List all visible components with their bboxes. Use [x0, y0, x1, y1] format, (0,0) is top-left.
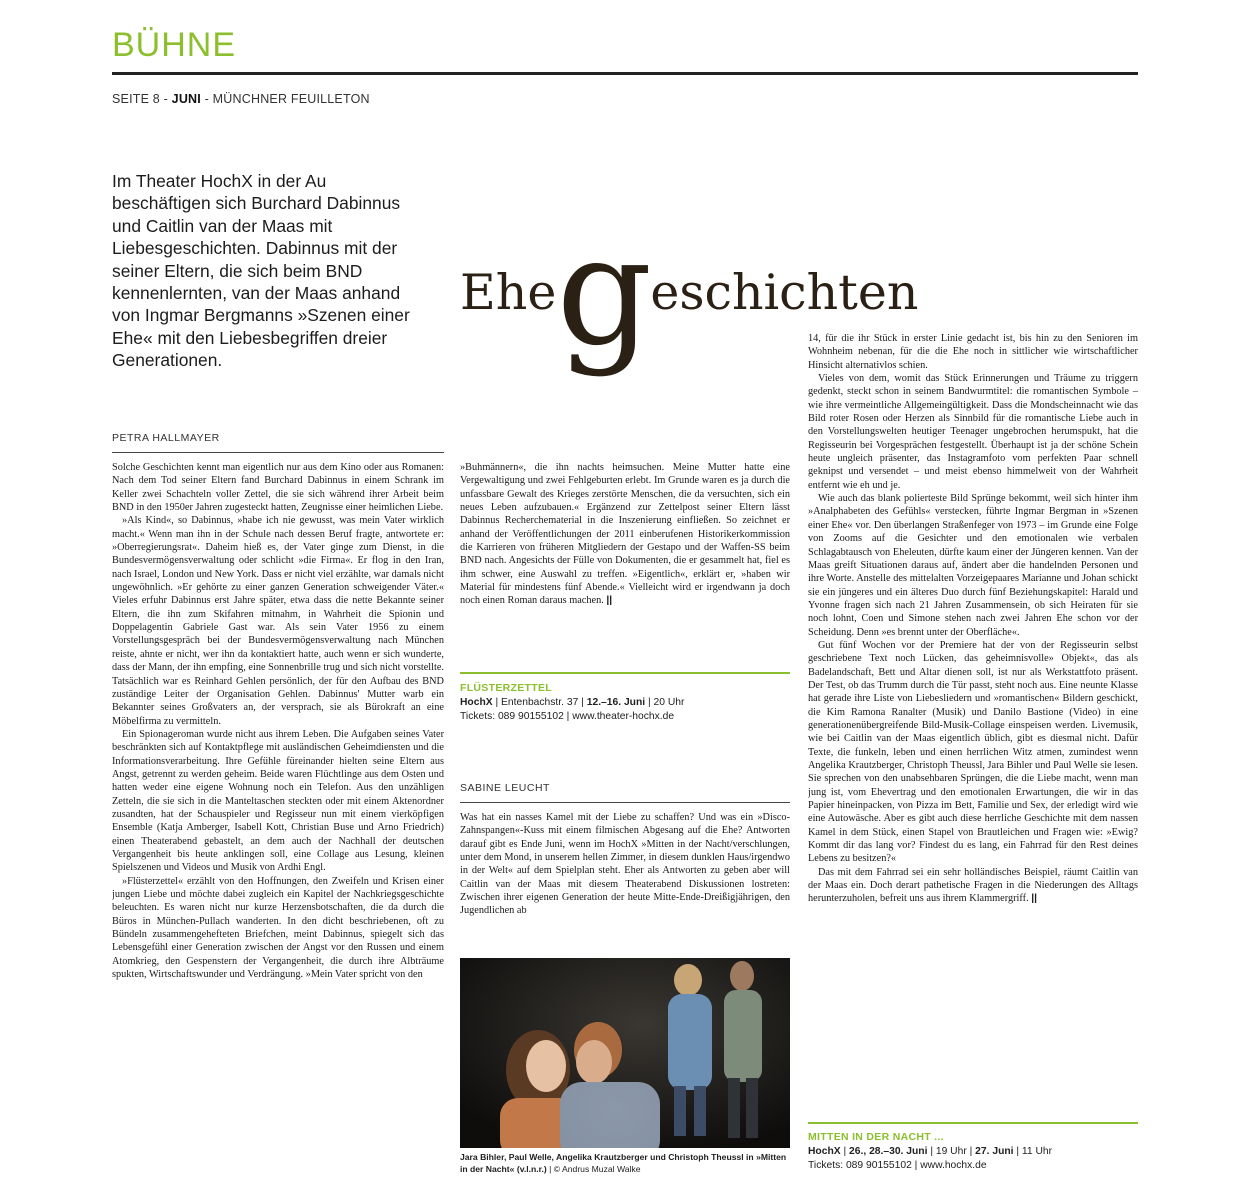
article2-paragraph: 14, für die ihr Stück in erster Linie gedacht ist, bis hin zu den Senioren im Wohnheim nebenan, für die die Ehe noch in sittlicher wie wirtschaftlicher Hinsicht alternativlos schien. [808, 333, 1138, 371]
stage-photo [460, 958, 790, 1148]
article2-column2 [460, 811, 790, 951]
headline-post: eschichten [650, 264, 919, 321]
article2-info-dates1: 26., 28.–30. Juni [849, 1146, 928, 1157]
article2-paragraph: Vieles von dem, womit das Stück Erinnerungen und Träume zu triggern gedenkt, steckt schon in seinem Bandwurmtitel: die romantischen Symbole – wie ihre vermeintliche Allgemeingültigkeit. Dass die Mondscheinnacht wie das Bild roter Rosen oder Herzen als Sinnbild für die romantische Liebe auch in den Vorstellungswelten heutiger Teenager ungebrochen herumspukt, hat die Regisseurin bei Vorgesprächen festgestellt. Überhaupt ist ja der schöne Schein heute ungleich präsenter, das Instagramfoto vom perfekten Paar schnell geknipst und versendet – und meist ebenso himmelweit von der Wahrheit entfernt wie eh und je. [808, 373, 1138, 491]
header-rule [112, 72, 1138, 75]
article2-info-tickets: Tickets: 089 90155102 [808, 1160, 912, 1171]
article1-end-mark: || [606, 595, 613, 607]
article1-paragraph: Ein Spionageroman wurde nicht aus ihrem Leben. Die Aufgaben seines Vater beschränkten sich auf Kontaktpflege mit ausländischen Geheimdiensten und die Informationsverarbeitung. Ihre Gefühle füreinander hielten seine Eltern aus Angst, getrennt zu werden geheim. Beide waren Flüchtlinge aus dem Osten und hatten weder eine eigene Wohnung noch ein Telefon. Aus den unzähligen Zetteln, die sie sich in die Manteltaschen steckten oder mit einem Aktenordner zusandten, hat der Schauspieler und Regisseur nun mit einem vierköpfigen Ensemble (Katja Amberger, Isabell Kott, Christian Buse und Arno Friedrich) einen Theaterabend gebastelt, an dem auch der Nachhall der deutschen Vergangenheit bis heute anklingen soll, eine Collage aus Lesung, kleinen Spielszenen und Videos und Musik von Ardhi Engl. [112, 728, 444, 874]
article2-column3 [808, 332, 1138, 1107]
section-title: BÜHNE [112, 26, 237, 64]
article2-info-web[interactable]: www.hochx.de [920, 1160, 987, 1171]
article1-info-dates: 12.–16. Juni [586, 697, 646, 708]
article1-info-venue-line: HochX | Entenbachstr. 37 | 12.–16. Juni | 20 Uhr [460, 697, 685, 708]
article1-info-ticket-line: Tickets: 089 90155102 | www.theater-hochx.de [460, 711, 675, 722]
article1-info-rule [460, 672, 790, 674]
article2-paragraph [808, 866, 1138, 906]
article2-info-venue-line: HochX | 26., 28.–30. Juni | 19 Uhr | 27. Juni | 11 Uhr [808, 1146, 1053, 1157]
article2-paragraph-text: Das mit dem Fahrrad sei ein sehr holländisches Beispiel, räumt Caitlin van der Maas ein. Doch derart pathetische Fragen in die Niederungen des Alltags herunterzuholen, befreit uns aus ihrem Klammergriff. [808, 866, 1138, 905]
article1-column2 [460, 461, 790, 661]
photo-caption: Jara Bihler, Paul Welle, Angelika Krautzberger und Christoph Theussl in »Mitten in der Nacht« (v.l.n.r.) | © Andrus Muzal Walke [460, 1152, 787, 1174]
publication-name: MÜNCHNER FEUILLETON [212, 92, 370, 106]
stage-photo-image [460, 958, 790, 1148]
article2-info-venue: HochX [808, 1146, 841, 1157]
article2-paragraph: Gut fünf Wochen vor der Premiere hat der von der Regisseurin selbst geschriebene Text noch Lücken, das geheimnisvolle» Objekt«, das als Badelandschaft, Bett und Altar dienen soll, ist nur als Werkstattfoto präsent. Der Test, ob das Trumm durch die Tür passt, steht noch aus. Eine neunte Klasse hat gerade ihre Liste von Liebesliedern und »romantischen« Bildern geschickt, die Kim Ramona Ranalter (Musik) und Danilo Bastione (Video) in eine generationenübergreifende Bild-Musik-Collage einspeisen werden. Livemusik, wie bei Caitlin van der Maas eigentlich üblich, gibt es diesmal nicht. Dafür Texte, die funkeln, leben und einen herrlichen Witz atmen, zumindest wenn Angelika Krautzberger, Christoph Theussl, Jara Bihler und Paul Welle sie lesen. Sie sprechen von den unabsehbaren Sprüngen, die die Liebe macht, wenn man jung ist, vom Ehevertrag und den emotionalen Erwartungen, die wir in das Papier hineinpacken, von Pizza im Bett, Familie und Sex, der erledigt wird wie eine Autowäsche. Aber es gibt auch diese herrliche Geschichte mit dem nassen Kamel in dem Stück, einen Stapel von Brautleichen und Fragen wie: »Ewig? Kommt dir das lang vor? Findest du es lang, ein Fahrrad für den Rest deines Lebens zu besitzen?« [808, 639, 1138, 865]
intro-teaser: Im Theater HochX in der Au beschäftigen sich Burchard Dabinnus und Caitlin van der Maas mit Liebesgeschichten. Dabinnus mit der seiner Eltern, die sich beim BND kennenlernten, van der Maas anhand von Ingmar Bergmanns »Szenen einer Ehe« mit den Liebesbegriffen dreier Generationen. [112, 171, 410, 371]
article2-author: SABINE LEUCHT [460, 782, 550, 794]
article1-info-web[interactable]: www.theater-hochx.de [572, 711, 675, 722]
article2-author-rule [460, 802, 790, 803]
article2-info-rule [808, 1122, 1138, 1124]
photo-credit: © Andrus Muzal Walke [553, 1163, 641, 1174]
article2-info-time1: 19 Uhr [935, 1146, 967, 1157]
article2-paragraph: Was hat ein nasses Kamel mit der Liebe zu schaffen? Und was ein »Disco-Zahnspangen«-Kuss mit einem filmischen Abgesang auf die Ehe? Antworten darauf gibt es Ende Juni, wenn im HochX »Mitten in der Nacht/verschlungen, unter dem Mond, in unserem hellen Zimmer, in diesem dunklen Haus/irgendwo in der Welt« auf dem Spielplan steht. Eher als Antworten zu geben aber will Caitlin van der Maas mit diesem Theaterabend Diskussionen lostreten: Zwischen ihrer eigenen Generation der heute Mitte-Ende-Dreißigjährigen, den Jugendlichen ab [460, 812, 790, 917]
article1-info-venue: HochX [460, 697, 493, 708]
page-number: SEITE 8 [112, 92, 160, 106]
article1-info-address: Entenbachstr. 37 [501, 697, 579, 708]
issue-month: JUNI [171, 92, 201, 106]
article2-end-mark: || [1031, 893, 1037, 905]
article1-info-title: FLÜSTERZETTEL [460, 682, 552, 694]
article1-info-tickets: Tickets: 089 90155102 [460, 711, 564, 722]
headline-initial: g [556, 205, 651, 379]
article1-author: PETRA HALLMAYER [112, 432, 220, 444]
article2-info-dates2: 27. Juni [975, 1146, 1014, 1157]
article1-paragraph-text: »Buhmännern«, die ihn nachts heimsuchen. Meine Mutter hatte eine Vergewaltigung und zwei Fehlgeburten erlebt. Im Grunde waren es ja durch die unfassbare Gewalt des Krieges zerstörte Menschen, die da versuchten, sich ein neues Leben aufzubauen.« Ergänzend zur Zettelpost seiner Eltern lässt Dabinnus Recherchematerial in die Inszenierung einfließen. So zeichnet er anhand der Veröffentlichungen der 2011 einberufenen Historikerkommission die Karrieren von früheren Mitgliedern der Gestapo und der Waffen-SS beim BND nach. Angesichts der Fülle von Dokumenten, die er gesammelt hat, fiel es ihm schwer, eine Auswahl zu treffen. »Eigentlich«, erklärt er, »haben wir Material für mindestens fünf Abende.« Vielleicht wird er irgendwann ja doch noch einen Roman daraus machen. [460, 462, 790, 607]
article1-paragraph [460, 461, 790, 608]
headline-pre: Ehe [460, 264, 557, 321]
article1-paragraph: »Als Kind«, so Dabinnus, »habe ich nie gewusst, was mein Vater wirklich macht.« Wenn man ihn in der Schule nach dessen Beruf fragte, antwortete er: »Oberregierungsrat«. Daheim hieß es, der Vater ginge zum Dienst, in die Bundesvermögensverwaltung oder schlicht »die Firma«. Er flog in den Iran, nach Israel, London und New York. Dass er nicht viel erzählte, war damals nicht ungewöhnlich. »Er gehörte zu einer ganzen Generation schweigender Väter.« Vieles erfuhr Dabinnus erst Jahre später, etwa dass die nette Bekannte seiner Eltern, die ihn zum Skifahren mitnahm, in Wahrheit die Spionin und Doppelagentin Gabriele Gast war. Als sein Vater 1956 zu einem Vorstellungsgespräch bei der Bundesvermögensverwaltung nach München reiste, ahnte er nicht, wer ihn da kontaktiert hatte, auch wenn er sich wunderte, dass der Mann, der ihn empfing, eine Sonnenbrille trug und sich nicht vorstellte. Tatsächlich war es Reinhard Gehlen persönlich, der für den Aufbau des BND zuständige Leiter der Organisation Gehlen. Dabinnus' Mutter warb ein Bekannter seines Großvaters an, der versprach, sie als Bürokraft an eine Möbelfirma zu vermitteln. [112, 515, 444, 727]
photo-caption-names: Jara Bihler, Paul Welle, Angelika Krautzberger und Christoph Theussl in »Mitten in der Nacht« (v.l.n.r.) [460, 1152, 787, 1174]
article1-author-rule [112, 452, 444, 453]
article2-info-ticket-line: Tickets: 089 90155102 | www.hochx.de [808, 1160, 987, 1171]
article2-info-time2: 11 Uhr [1021, 1146, 1053, 1157]
article1-info-time: 20 Uhr [653, 697, 685, 708]
folio-line: SEITE 8 - JUNI - MÜNCHNER FEUILLETON [112, 92, 370, 106]
article1-column1 [112, 461, 444, 1181]
article1-paragraph: Solche Geschichten kennt man eigentlich nur aus dem Kino oder aus Romanen: Nach dem Tod seiner Eltern fand Burchard Dabinnus in einem Schrank im Keller zwei Schachteln voller Zettel, die sie sich während ihrer Arbeit beim BND in den 1950er Jahren zugesteckt hatten, Zeugnisse einer heimlichen Liebe. [112, 462, 444, 514]
article1-paragraph: »Flüsterzettel« erzählt von den Hoffnungen, den Zweifeln und Krisen einer jungen Liebe und möchte dabei zugleich ein Kapitel der Nachkriegsgeschichte beleuchten. Es waren nicht nur kurze Herzensbotschaften, die da durch die Büros in München-Pullach wanderten. In den dicht beschriebenen, oft zu Bündeln zusammengehefteten Briefchen, meint Dabinnus, spiegelt sich das Lebensgefühl einer Generation zwischen der Angst vor den Russen und einem Atomkrieg, den Gespenstern der Vergangenheit, die durch ihre Albträume spukten, Wirtschaftswunder und Verdrängung. »Mein Vater spricht von den [112, 875, 444, 981]
article2-info-title: MITTEN IN DER NACHT ... [808, 1131, 944, 1143]
article2-paragraph: Wie auch das blank polierteste Bild Sprünge bekommt, weil sich hinter ihm »Analphabeten des Gefühls« verstecken, führte Ingmar Bergman in »Szenen einer Ehe« vor. Den überlangen Straßenfeger von 1973 – im Grunde eine Folge von Zooms auf die Gesichter und den emotionalen wie verbalen Schlagabtausch von Eheleuten, dürfte kaum einer der Jüngeren kennen. Van der Maas greift Situationen daraus auf, ändert aber die handelnden Personen und ihre Worte. Anstelle des mittelalten Vorzeigepaares Marianne und Johan schickt sie ein jüngeres und ein älteres Duo durch fünf Beziehungskapitel: Harald und Yvonne fragen sich nach 21 Jahren Zusammensein, ob sich Heiraten für sie noch lohnt, Coen und Simone stehen nach zwei Jahren Ehe schon vor der Scheidung. Denn »es brennt unter der Oberfläche«. [808, 493, 1138, 638]
